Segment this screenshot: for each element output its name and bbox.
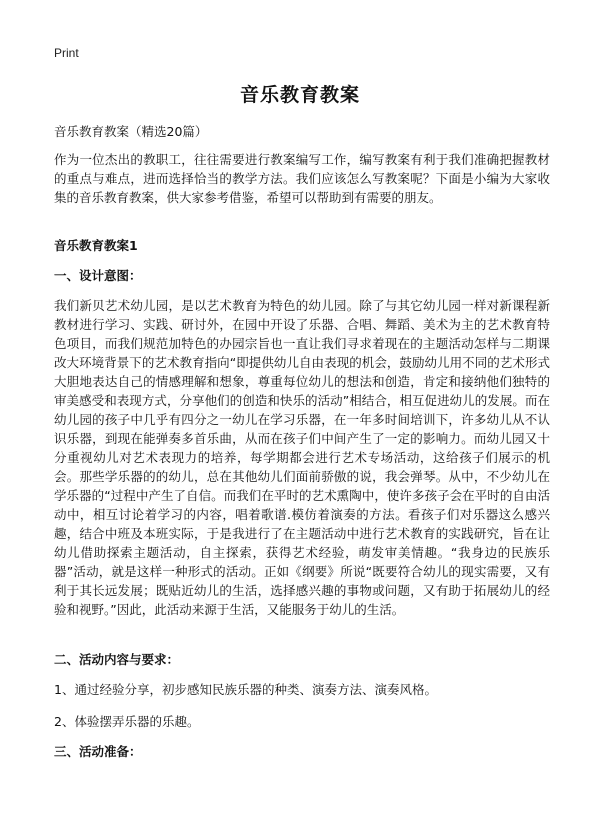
section-title: 音乐教育教案1 [54, 238, 138, 253]
page-title: 音乐教育教案 [239, 84, 360, 106]
intro-paragraph: 作为一位杰出的教职工，往往需要进行教案编写工作，编写教案有利于我们准确把握教材的重点与难点，进而选择恰当的教学方法。我们应该怎么写教案呢？下面是小编为大家收集的音乐教育教案，供大家参考借鉴，希望可以帮助到有需要的朋友。 [54, 152, 550, 205]
heading-activity-prep: 三、活动准备： [54, 744, 142, 759]
heading-activity-content: 二、活动内容与要求： [54, 652, 180, 667]
body-paragraph: 我们新贝艺术幼儿园，是以艺术教育为特色的幼儿园。除了与其它幼儿园一样对新课程新教材进行学习、实践、研讨外，在园中开设了乐器、合唱、舞蹈、美术为主的艺术教育特色项目，而我们规范加特色的办园宗旨也一直让我们寻求着现在的主题活动怎样与二期课改大环境背景下的艺术教育指向“即提供幼儿自由表现的机会，鼓励幼儿用不同的艺术形式大胆地表达自己的情感理解和想象，尊重每位幼儿的想法和创造，肯定和接纳他们独特的审美感受和表现方式，分享他们的创造和快乐的活动”相结合，相互促进幼儿的发展。而在幼儿园的孩子中几乎有四分之一幼儿在学习乐器，在一年多时间培训下，许多幼儿从不认识乐器，到现在能弹奏多首乐曲，从而在孩子们中间产生了一定的影响力。而幼儿园又十分重视幼儿对艺术表现力的培养，每学期都会进行艺术专场活动，这给孩子们展示的机会。那些学乐器的的幼儿，总在其他幼儿们面前骄傲的说，我会弹琴。从中，不少幼儿在学乐器的“过程中产生了自信。而我们在平时的艺术熏陶中，使许多孩子会在平时的自由活动中，相互讨论着学习的内容，唱着歌谱.模仿着演奏的方法。看孩子们对乐器这么感兴趣，结合中班及本班实际，于是我进行了在主题活动中进行艺术教育的实践研究，旨在让幼儿借助探索主题活动，自主探索，获得艺术经验，萌发审美情趣。“我身边的民族乐器”活动，就是这样一种形式的活动。正如《纲要》所说“既要符合幼儿的现实需要，又有利于其长远发展；既贴近幼儿的生活，选择感兴趣的事物或问题，又有助于拓展幼儿的经验和视野。”因此，此活动来源于生活，又能服务于幼儿的生活。 [54, 298, 550, 617]
print-link[interactable]: Print [54, 46, 79, 60]
list-item: 1、通过经验分享，初步感知民族乐器的种类、演奏方法、演奏风格。 [54, 682, 437, 697]
heading-design-intent: 一、设计意图： [54, 268, 142, 283]
list-item: 2、体验摆弄乐器的乐趣。 [54, 714, 200, 729]
document-subtitle: 音乐教育教案（精选20篇） [54, 124, 208, 139]
